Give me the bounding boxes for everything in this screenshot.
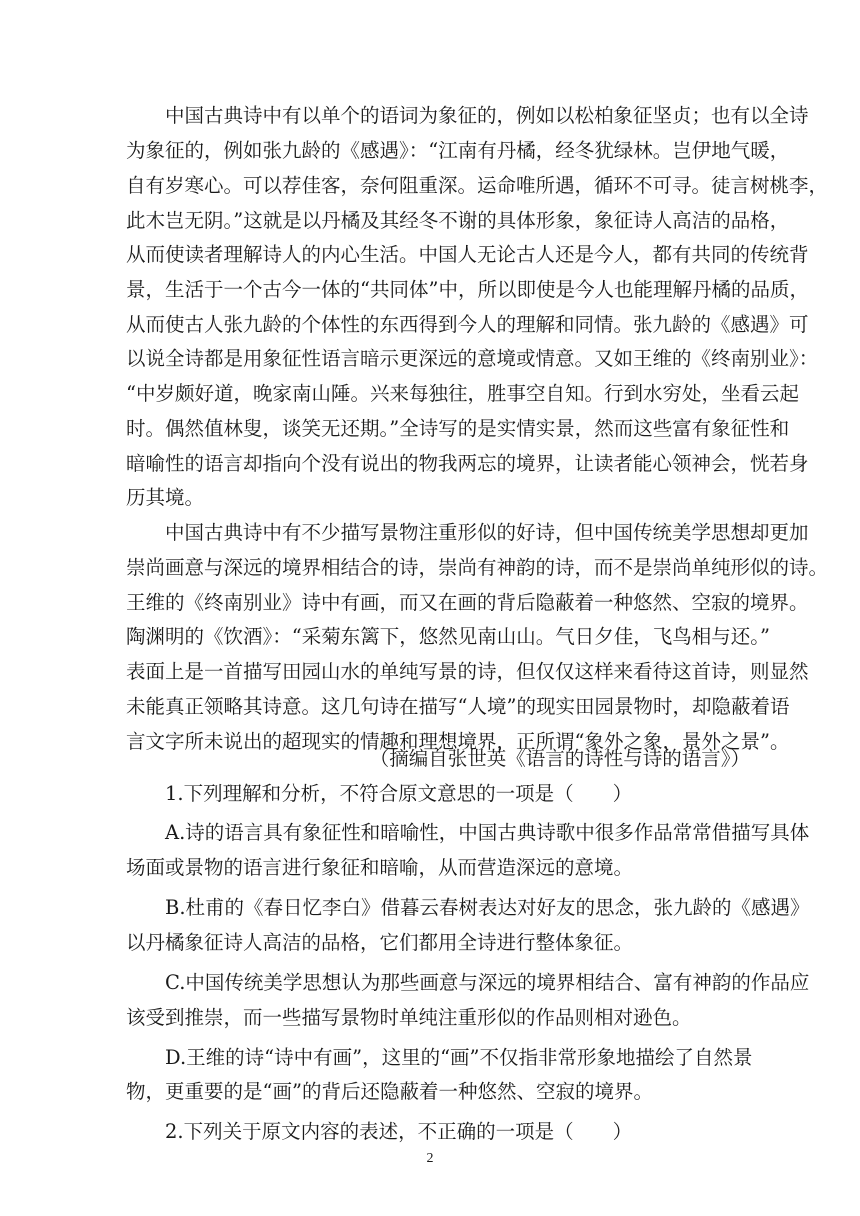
paragraph-1-line: 中国古典诗中有以单个的语词为象征的，例如以松柏象征坚贞；也有以全诗 (165, 104, 809, 127)
paragraph-1-line: 从而使读者理解诗人的内心生活。中国人无论古人还是今人，都有共同的传统背 (126, 243, 809, 266)
paragraph-1-line: 景，生活于一个古今一体的“共同体”中，所以即使是今人也能理解丹橘的品质， (126, 278, 809, 301)
paragraph-2-line: 言文字所未说出的超现实的情趣和理想境界，正所谓“象外之象，景外之景”。 (126, 730, 790, 753)
question-2: 2.下列关于原文内容的表述，不正确的一项是（ ） (165, 1120, 633, 1143)
paragraph-2-line: 未能真正领略其诗意。这几句诗在描写“人境”的现实田园景物时，却隐蔽着语 (126, 695, 790, 718)
option-a-line: 场面或景物的语言进行象征和暗喻，从而营造深远的意境。 (126, 856, 634, 879)
paragraph-1-line: 自有岁寒心。可以荐佳客，奈何阻重深。运命唯所遇，循环不可寻。徒言树桃李， (126, 174, 829, 197)
option-a-line: A.诗的语言具有象征性和暗喻性，中国古典诗歌中很多作品常常借描写具体 (165, 821, 810, 844)
source-citation: （摘编自张世英《语言的诗性与诗的语言》） (369, 747, 750, 770)
paragraph-1-line: 此木岂无阴。”这就是以丹橘及其经冬不谢的具体形象，象征诗人高洁的品格， (126, 209, 790, 232)
page-number: 2 (426, 1151, 434, 1166)
paragraph-1-line: 历其境。 (126, 486, 205, 509)
paragraph-1-line: 时。偶然值林叟，谈笑无还期。”全诗写的是实情实景，然而这些富有象征性和 (126, 417, 790, 440)
option-d-line: 物，更重要的是“画”的背后还隐蔽着一种悠然、空寂的境界。 (126, 1080, 653, 1103)
paragraph-1-line: 以说全诗都是用象征性语言暗示更深远的意境或情意。又如王维的《终南别业》： (126, 347, 819, 370)
paragraph-2-line: 表面上是一首描写田园山水的单纯写景的诗，但仅仅这样来看待这首诗，则显然 (126, 660, 809, 683)
option-d-line: D.王维的诗“诗中有画”，这里的“画”不仅指非常形象地描绘了自然景 (165, 1046, 753, 1069)
option-b-line: 以丹橘象征诗人高洁的品格，它们都用全诗进行整体象征。 (126, 931, 634, 954)
paragraph-2-line: 王维的《终南别业》诗中有画，而又在画的背后隐蔽着一种悠然、空寂的境界。 (126, 591, 809, 614)
paragraph-2-line: 中国古典诗中有不少描写景物注重形似的好诗，但中国传统美学思想却更加 (165, 521, 809, 544)
option-c-line: 该受到推崇，而一些描写景物时单纯注重形似的作品则相对逊色。 (126, 1006, 692, 1029)
option-c-line: C.中国传统美学思想认为那些画意与深远的境界相结合、富有神韵的作品应 (165, 971, 810, 994)
paragraph-1-line: 暗喻性的语言却指向个没有说出的物我两忘的境界，让读者能心领神会，恍若身 (126, 452, 809, 475)
paragraph-1-line: 从而使古人张九龄的个体性的东西得到今人的理解和同情。张九龄的《感遇》可 (126, 313, 809, 336)
paragraph-1-line: “中岁颇好道，晚家南山陲。兴来每独往，胜事空自知。行到水穷处，坐看云起 (126, 382, 799, 405)
paragraph-2-line: 陶渊明的《饮酒》：“采菊东篱下，悠然见南山山。气日夕佳，飞鸟相与还。” (126, 625, 770, 648)
paragraph-1-line: 为象征的，例如张九龄的《感遇》：“江南有丹橘，经冬犹绿林。岂伊地气暖， (126, 139, 790, 162)
paragraph-2-line: 崇尚画意与深远的境界相结合的诗，崇尚有神韵的诗，而不是崇尚单纯形似的诗。 (126, 556, 829, 579)
question-1: 1.下列理解和分析，不符合原文意思的一项是（ ） (165, 782, 633, 805)
option-b-line: B.杜甫的《春日忆李白》借暮云春树表达对好友的思念，张九龄的《感遇》 (165, 896, 810, 919)
